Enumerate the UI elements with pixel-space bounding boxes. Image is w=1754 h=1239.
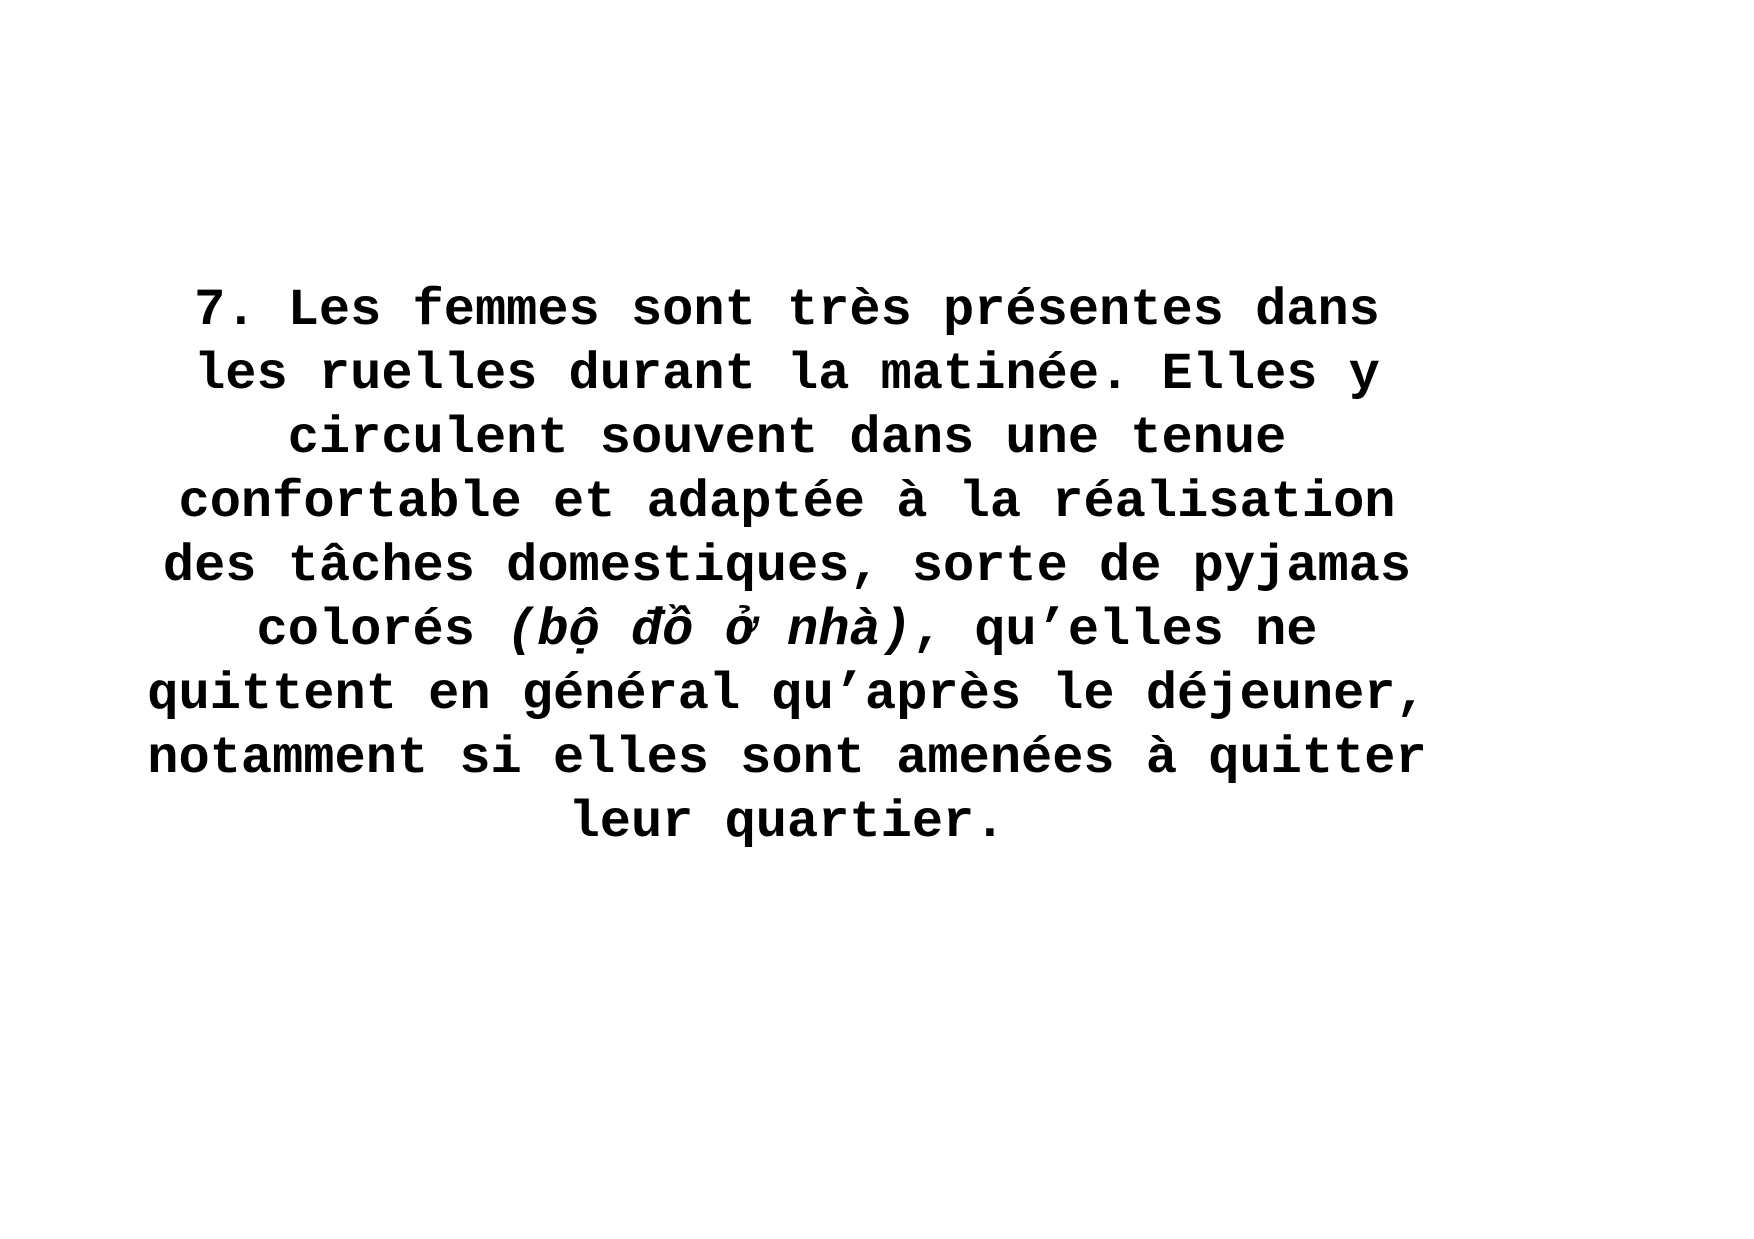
vietnamese-phrase: (bộ đồ ở nhà) — [506, 601, 912, 660]
text-line-5: des tâches domestiques, sorte de pyjamas — [162, 537, 1412, 596]
text-line-1: 7. Les femmes sont très présentes dans — [194, 281, 1380, 340]
text-line-8: notamment si elles sont amenées à quitter — [147, 729, 1427, 788]
text-line-3: circulent souvent dans une tenue — [287, 409, 1287, 468]
text-line-7: quittent en général qu’après le déjeuner, — [147, 665, 1427, 724]
paragraph-block — [142, 279, 1432, 855]
text-line-6-post: , qu’elles ne — [911, 601, 1318, 660]
text-line-4: confortable et adaptée à la réalisation — [178, 473, 1396, 532]
text-line-6-pre: colorés — [256, 601, 507, 660]
text-line-6 — [142, 599, 1432, 663]
text-line-9: leur quartier. — [568, 793, 1006, 852]
text-line-2: les ruelles durant la matinée. Elles y — [194, 345, 1380, 404]
